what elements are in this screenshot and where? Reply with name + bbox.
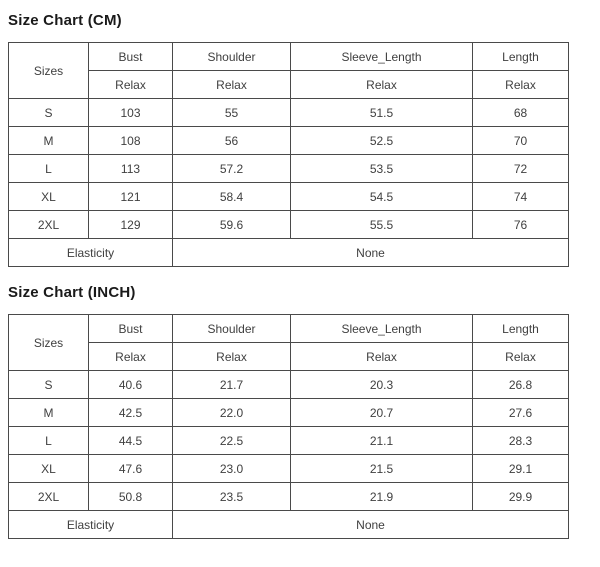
cell-value: 47.6	[89, 455, 173, 483]
table-row	[9, 371, 569, 399]
size-label: XL	[9, 183, 89, 211]
cell-value: 113	[89, 155, 173, 183]
size-label: XL	[9, 455, 89, 483]
elasticity-value: None	[173, 239, 569, 267]
cell-value: 55.5	[291, 211, 473, 239]
subheader-relax-sleeve-length: Relax	[291, 71, 473, 99]
table-row	[9, 99, 569, 127]
size-chart-inch-table	[8, 314, 569, 539]
elasticity-label: Elasticity	[9, 239, 173, 267]
cell-value: 76	[473, 211, 569, 239]
cell-value: 72	[473, 155, 569, 183]
cell-value: 108	[89, 127, 173, 155]
cell-value: 20.3	[291, 371, 473, 399]
table-row	[9, 483, 569, 511]
column-header-length: Length	[473, 43, 569, 71]
column-header-shoulder: Shoulder	[173, 315, 291, 343]
footer-row	[9, 239, 569, 267]
corner-cell-sizes: Sizes	[9, 43, 89, 99]
size-label: 2XL	[9, 483, 89, 511]
cell-value: 121	[89, 183, 173, 211]
cell-value: 51.5	[291, 99, 473, 127]
size-chart-cm-title: Size Chart (CM)	[8, 12, 122, 29]
table-row	[9, 427, 569, 455]
cell-value: 23.5	[173, 483, 291, 511]
cell-value: 68	[473, 99, 569, 127]
header-row	[9, 43, 569, 71]
size-label: L	[9, 427, 89, 455]
size-label: M	[9, 399, 89, 427]
subheader-relax-bust: Relax	[89, 343, 173, 371]
cell-value: 44.5	[89, 427, 173, 455]
column-header-sleeve-length: Sleeve_Length	[291, 43, 473, 71]
cell-value: 58.4	[173, 183, 291, 211]
column-header-bust: Bust	[89, 43, 173, 71]
subheader-relax-length: Relax	[473, 343, 569, 371]
cell-value: 52.5	[291, 127, 473, 155]
cell-value: 103	[89, 99, 173, 127]
cell-value: 22.0	[173, 399, 291, 427]
cell-value: 57.2	[173, 155, 291, 183]
table-row	[9, 127, 569, 155]
subheader-relax-shoulder: Relax	[173, 343, 291, 371]
cell-value: 54.5	[291, 183, 473, 211]
size-chart-inch-title: Size Chart (INCH)	[8, 284, 136, 301]
subheader-relax-length: Relax	[473, 71, 569, 99]
elasticity-value: None	[173, 511, 569, 539]
cell-value: 21.5	[291, 455, 473, 483]
cell-value: 28.3	[473, 427, 569, 455]
cell-value: 59.6	[173, 211, 291, 239]
size-label: L	[9, 155, 89, 183]
size-label: S	[9, 99, 89, 127]
header-row	[9, 315, 569, 343]
column-header-sleeve-length: Sleeve_Length	[291, 315, 473, 343]
table-row	[9, 155, 569, 183]
cell-value: 129	[89, 211, 173, 239]
table-row	[9, 455, 569, 483]
size-chart-cm-table	[8, 42, 569, 267]
subheader-relax-shoulder: Relax	[173, 71, 291, 99]
cell-value: 74	[473, 183, 569, 211]
cell-value: 21.7	[173, 371, 291, 399]
subheader-row	[9, 71, 569, 99]
size-label: M	[9, 127, 89, 155]
cell-value: 29.1	[473, 455, 569, 483]
subheader-relax-sleeve-length: Relax	[291, 343, 473, 371]
elasticity-label: Elasticity	[9, 511, 173, 539]
size-label: 2XL	[9, 211, 89, 239]
cell-value: 53.5	[291, 155, 473, 183]
table-row	[9, 211, 569, 239]
cell-value: 26.8	[473, 371, 569, 399]
column-header-bust: Bust	[89, 315, 173, 343]
subheader-relax-bust: Relax	[89, 71, 173, 99]
cell-value: 40.6	[89, 371, 173, 399]
column-header-shoulder: Shoulder	[173, 43, 291, 71]
cell-value: 23.0	[173, 455, 291, 483]
subheader-row	[9, 343, 569, 371]
cell-value: 21.1	[291, 427, 473, 455]
footer-row	[9, 511, 569, 539]
cell-value: 70	[473, 127, 569, 155]
cell-value: 21.9	[291, 483, 473, 511]
size-label: S	[9, 371, 89, 399]
cell-value: 20.7	[291, 399, 473, 427]
cell-value: 29.9	[473, 483, 569, 511]
corner-cell-sizes: Sizes	[9, 315, 89, 371]
column-header-length: Length	[473, 315, 569, 343]
cell-value: 42.5	[89, 399, 173, 427]
cell-value: 50.8	[89, 483, 173, 511]
cell-value: 55	[173, 99, 291, 127]
table-row	[9, 399, 569, 427]
cell-value: 56	[173, 127, 291, 155]
cell-value: 27.6	[473, 399, 569, 427]
cell-value: 22.5	[173, 427, 291, 455]
table-row	[9, 183, 569, 211]
